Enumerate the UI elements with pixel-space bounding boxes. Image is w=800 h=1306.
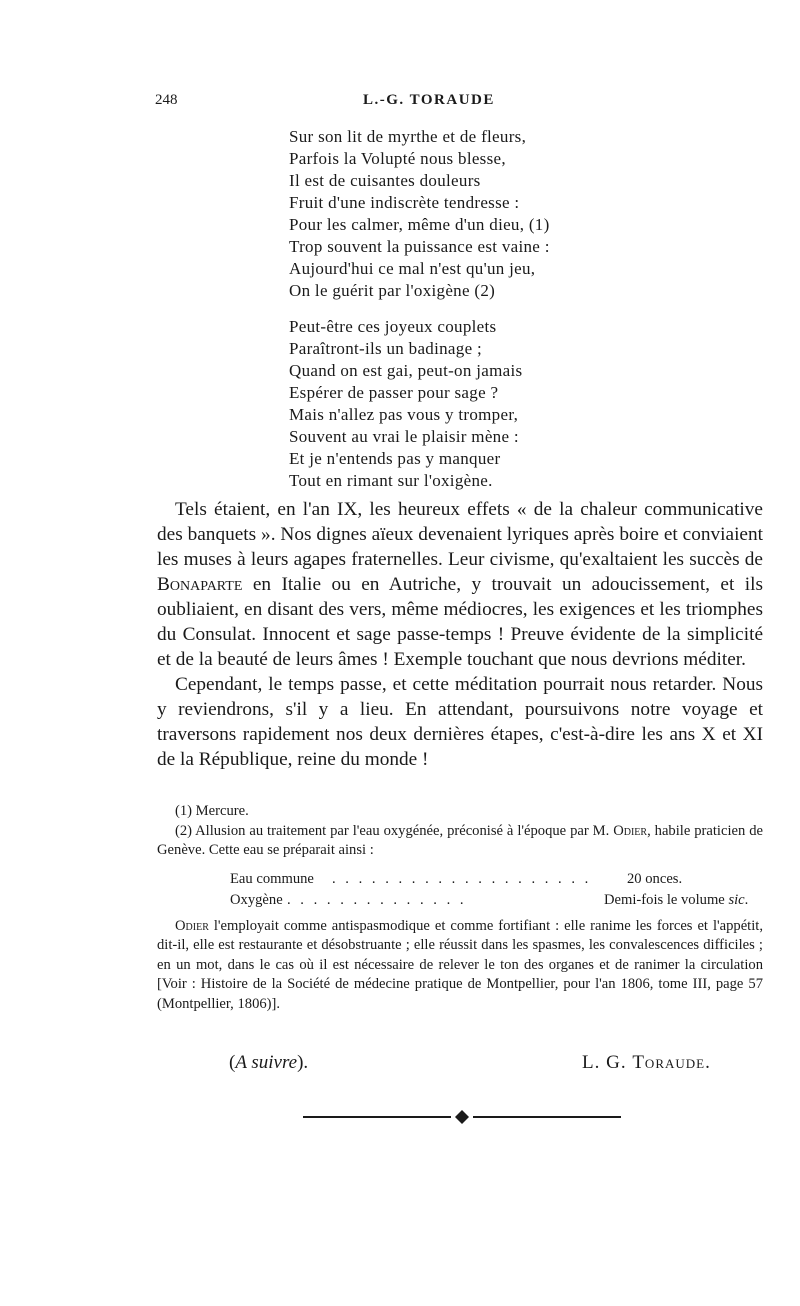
recipe-row: [157, 869, 763, 890]
poem-line: Souvent au vrai le plaisir mène :: [289, 427, 519, 446]
poem-line: Parfois la Volupté nous blesse,: [289, 149, 506, 168]
footnote-text: (2) Allusion au traitement par l'eau oxygénée, préconisé à l'époque par M.: [175, 822, 614, 839]
poem-line: On le guérit par l'oxigène (2): [289, 281, 496, 300]
rule-line-right: [473, 1116, 621, 1118]
poem-line: Aujourd'hui ce mal n'est qu'un jeu,: [289, 259, 536, 278]
paren: (: [229, 1052, 236, 1073]
paragraph-1: [157, 497, 763, 672]
footnote-1: (1) Mercure.: [175, 803, 249, 819]
person-name: Bonaparte: [157, 574, 243, 595]
footnote-2: [157, 822, 763, 861]
body-text: [157, 497, 763, 772]
recipe-quantity: [604, 890, 748, 911]
recipe-ingredient: Oxygène: [230, 891, 283, 908]
person-name: Odier: [613, 822, 648, 839]
recipe-leader-dots: . . . . . . . . . . . . . .: [287, 891, 467, 908]
poem-line: Sur son lit de myrthe et de fleurs,: [289, 127, 527, 146]
poem-line: Espérer de passer pour sage ?: [289, 383, 499, 402]
quantity-text: .: [744, 891, 749, 908]
end-rule: [303, 1110, 621, 1124]
paragraph-text: en Italie ou en Autriche, y trouvait un adoucissement, et ils oubliaient, en disant des vers, même médiocres, les exigences et les triomphes du Consulat. Innocent et sage passe-temps ! Preuve évidente de la simplicité et de la beauté de leurs âmes ! Exemple touchant que nous devrions méditer.: [157, 574, 763, 670]
paren: ).: [297, 1052, 309, 1073]
poem-line: Paraîtront-ils un badinage ;: [289, 339, 482, 358]
recipe-leader-dots: . . . . . . . . . . . . . . . . . . . .: [332, 870, 592, 887]
poem-line: Et je n'entends pas y manquer: [289, 449, 501, 468]
poem-line: Tout en rimant sur l'oxigène.: [289, 471, 493, 490]
poem-line: Trop souvent la puissance est vaine :: [289, 237, 550, 256]
footnote-text: , habile praticien de Genève. Cette eau se préparait ainsi :: [157, 822, 764, 858]
footnote-2-usage: [157, 917, 763, 1015]
footnotes: [157, 802, 763, 1014]
paragraph-text: Tels étaient, en l'an IX, les heureux effets « de la chaleur communicative des banquets ». Nos dignes aïeux devenaient lyriques après boire et conviaient les muses à leurs agapes fraternelles. Leur civisme, qu'exaltaient les succès de: [157, 499, 763, 570]
poem-line: Fruit d'une indiscrète tendresse :: [289, 193, 520, 212]
diamond-ornament-icon: [455, 1110, 469, 1124]
rule-line-left: [303, 1116, 451, 1118]
closing-line: [157, 1052, 763, 1082]
poem-line: Mais n'allez pas vous y tromper,: [289, 405, 519, 424]
recipe-row: [157, 890, 763, 911]
recipe-quantity: 20 onces.: [627, 870, 683, 887]
author-initials: L. G.: [582, 1052, 633, 1073]
page-number: 248: [155, 92, 178, 108]
poem: [289, 126, 649, 490]
recipe-table: [157, 869, 763, 911]
to-be-continued: [229, 1052, 308, 1074]
author-signature: [582, 1052, 711, 1074]
paragraph-2: Cependant, le temps passe, et cette méditation pourrait nous retarder. Nous y reviendrons, s'il y a lieu. En attendant, poursuivons notre voyage et traversons rapidement nos deux dernières étapes, c'est-à-dire les ans X et XI de la République, reine du monde !: [157, 674, 763, 770]
running-title: L.-G. TORAUDE: [363, 92, 495, 108]
poem-line: Quand on est gai, peut-on jamais: [289, 361, 523, 380]
poem-line: Il est de cuisantes douleurs: [289, 171, 481, 190]
poem-stanza-1: [289, 126, 649, 302]
author-name: Toraude.: [632, 1052, 711, 1073]
poem-line: Pour les calmer, même d'un dieu, (1): [289, 215, 550, 234]
person-name: Odier: [175, 917, 209, 934]
quantity-text: Demi-fois le volume: [604, 891, 729, 908]
running-head: [155, 92, 785, 116]
poem-stanza-2: [289, 316, 522, 492]
quantity-sic: sic: [728, 891, 745, 908]
footnote-text: l'employait comme antispasmodique et comme fortifiant : elle ranime les forces et l'appétit, dit-il, elle est restaurante et désobstruante ; elle réussit dans les spasmes, les convalescences difficiles ; en un mot, dans le cas où il est nécessaire de relever le ton des organes et de ranimer la circulation [Voir : Histoire de la Société de médecine pratique de Montpellier, pour l'an 1806, tome III, page 57 (Montpellier, 1806)].: [157, 917, 763, 1012]
poem-line: Peut-être ces joyeux couplets: [289, 317, 497, 336]
recipe-ingredient: Eau commune: [230, 870, 314, 887]
to-be-continued-text: A suivre: [235, 1052, 298, 1073]
